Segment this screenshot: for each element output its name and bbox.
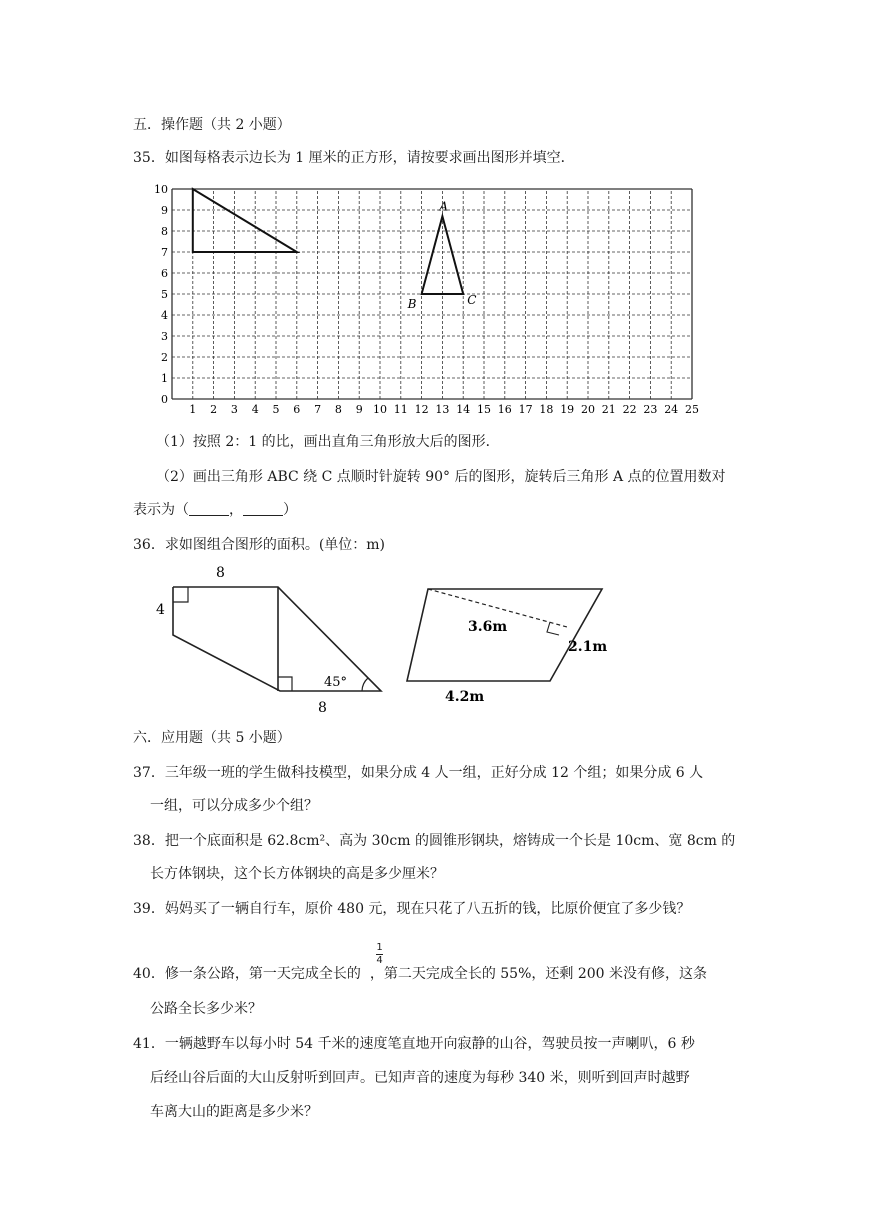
x-tick-label: 14 bbox=[456, 403, 471, 416]
x-tick-label: 24 bbox=[664, 403, 679, 416]
vertex-label-b: B bbox=[407, 297, 417, 311]
q41-line2: 后经山谷后面的大山反射听到回声。已知声音的速度为每秒 340 米，则听到回声时越野 bbox=[150, 1070, 690, 1086]
x-tick-label: 9 bbox=[355, 403, 363, 416]
x-tick-label: 16 bbox=[497, 403, 512, 416]
y-tick-label: 0 bbox=[161, 393, 168, 406]
fraction-one-quarter bbox=[376, 943, 383, 966]
y-tick-label: 3 bbox=[161, 330, 168, 343]
x-tick-label: 2 bbox=[210, 403, 218, 416]
x-tick-label: 1 bbox=[189, 403, 197, 416]
right-triangle bbox=[193, 189, 297, 252]
x-tick-label: 17 bbox=[518, 403, 533, 416]
section-5-title: 五．操作题（共 2 小题） bbox=[133, 117, 291, 133]
y-tick-label: 8 bbox=[161, 225, 168, 238]
vertex-label-c: C bbox=[467, 293, 477, 307]
x-tick-label: 21 bbox=[601, 403, 616, 416]
fig2-side-label: 2.1m bbox=[568, 639, 608, 655]
fraction-numerator: 1 bbox=[376, 942, 383, 953]
q35-stem: 35．如图每格表示边长为 1 厘米的正方形，请按要求画出图形并填空． bbox=[133, 150, 575, 166]
q40-line1 bbox=[133, 963, 707, 983]
fig2-height-label: 3.6m bbox=[468, 619, 508, 635]
x-tick-label: 20 bbox=[581, 403, 595, 416]
x-tick-label: 4 bbox=[251, 403, 259, 416]
q40-line1-b: ，第二天完成全长的 55%，还剩 200 米没有修，这条 bbox=[369, 966, 708, 982]
q40-line2: 公路全长多少米？ bbox=[150, 1001, 262, 1017]
coordinate-grid bbox=[140, 178, 720, 418]
section-6-title: 六．应用题（共 5 小题） bbox=[133, 730, 291, 746]
composite-figure-trapezoid-triangle bbox=[148, 560, 393, 720]
q35-part2-prefix: 表示为（ bbox=[133, 502, 189, 518]
y-tick-label: 9 bbox=[161, 204, 168, 217]
answer-blank-x[interactable] bbox=[189, 502, 229, 516]
fig1-angle-label: 45° bbox=[324, 675, 348, 690]
y-tick-label: 4 bbox=[161, 309, 168, 322]
y-tick-label: 5 bbox=[161, 288, 168, 301]
q41-line3: 车离大山的距离是多少米？ bbox=[150, 1104, 318, 1120]
parallelogram-figure bbox=[400, 580, 625, 710]
x-tick-label: 5 bbox=[272, 403, 280, 416]
vertex-label-a: A bbox=[439, 199, 449, 214]
y-tick-label: 10 bbox=[154, 183, 168, 196]
x-tick-label: 23 bbox=[643, 403, 658, 416]
x-tick-label: 11 bbox=[393, 403, 408, 416]
q35-part2-line2 bbox=[133, 499, 297, 519]
fig1-top-label: 8 bbox=[216, 565, 225, 581]
x-tick-label: 25 bbox=[685, 403, 699, 416]
q35-part2-suffix: ） bbox=[283, 502, 297, 518]
q41-line1: 41．一辆越野车以每小时 54 千米的速度笔直地开向寂静的山谷，驾驶员按一声喇叭，6 秒 bbox=[133, 1036, 695, 1052]
q37-line1: 37．三年级一班的学生做科技模型，如果分成 4 人一组，正好分成 12 个组；如果分成 6 人 bbox=[133, 765, 704, 781]
y-tick-label: 2 bbox=[161, 351, 168, 364]
x-tick-label: 3 bbox=[230, 403, 238, 416]
answer-blank-y[interactable] bbox=[243, 502, 283, 516]
angle-arc bbox=[362, 678, 368, 691]
fig2-base-label: 4.2m bbox=[445, 689, 485, 705]
x-tick-label: 8 bbox=[334, 403, 342, 416]
y-tick-label: 7 bbox=[161, 246, 168, 259]
fraction-denominator: 4 bbox=[376, 955, 383, 966]
y-tick-label: 6 bbox=[161, 267, 168, 280]
q38-line2: 长方体钢块，这个长方体钢块的高是多少厘米？ bbox=[150, 866, 444, 882]
fig1-left-label: 4 bbox=[156, 602, 165, 618]
x-tick-label: 22 bbox=[622, 403, 637, 416]
x-tick-label: 19 bbox=[560, 403, 575, 416]
q35-comma: ， bbox=[229, 502, 243, 518]
fig1-bottom-label: 8 bbox=[318, 700, 327, 716]
x-tick-label: 7 bbox=[314, 403, 322, 416]
x-tick-label: 6 bbox=[293, 403, 301, 416]
x-tick-label: 13 bbox=[435, 403, 450, 416]
q37-line2: 一组，可以分成多少个组？ bbox=[150, 798, 318, 814]
q36-stem: 36．求如图组合图形的面积。(单位：m) bbox=[133, 537, 386, 553]
q38-line1: 38．把一个底面积是 62.8cm²、高为 30cm 的圆锥形钢块，熔铸成一个长是 10cm、宽 8cm 的 bbox=[133, 833, 736, 849]
x-tick-label: 18 bbox=[539, 403, 554, 416]
q39-line1: 39．妈妈买了一辆自行车，原价 480 元，现在只花了八五折的钱，比原价便宜了多少钱？ bbox=[133, 901, 691, 917]
right-angle-mark-top bbox=[173, 587, 188, 602]
x-tick-label: 10 bbox=[373, 403, 387, 416]
q35-part1: （1）按照 2：1 的比，画出直角三角形放大后的图形． bbox=[156, 434, 500, 450]
q40-line1-a: 40．修一条公路，第一天完成全长的 bbox=[133, 966, 361, 982]
q35-part2-line1: （2）画出三角形 ABC 绕 C 点顺时针旋转 90° 后的图形，旋转后三角形 A 点的位置用数对 bbox=[156, 469, 726, 485]
x-tick-label: 15 bbox=[477, 403, 491, 416]
right-angle-mark-bottom bbox=[278, 677, 292, 691]
y-tick-label: 1 bbox=[161, 372, 168, 385]
x-tick-label: 12 bbox=[414, 403, 429, 416]
